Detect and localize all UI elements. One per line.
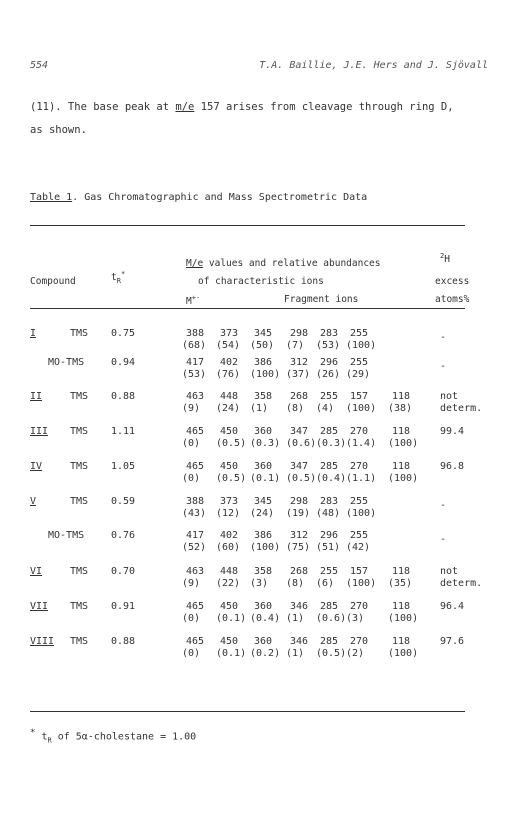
row-abundance: (0.4) — [316, 473, 347, 484]
row-mz-value: 255 — [350, 357, 369, 368]
row-abundance: (35) — [388, 578, 413, 589]
row-mz-value: 386 — [254, 357, 273, 368]
row-abundance: (0.6) — [316, 613, 347, 624]
row-abundance: (51) — [316, 542, 341, 553]
row-derivative: MO-TMS — [48, 357, 85, 368]
row-mz-value: 388 — [186, 328, 205, 339]
row-abundance: (0) — [182, 613, 201, 624]
row-mz-value: 358 — [254, 566, 273, 577]
row-retention-time: 0.88 — [111, 636, 136, 647]
row-mz-value: 373 — [220, 328, 239, 339]
row-mz-value: 268 — [290, 566, 309, 577]
table-caption: Table 1. Gas Chromatographic and Mass Spectrometric Data — [30, 192, 368, 203]
row-derivative: TMS — [70, 636, 89, 647]
row-abundance: (12) — [216, 508, 241, 519]
row-mz-value: 118 — [392, 426, 411, 437]
row-retention-time: 1.05 — [111, 461, 136, 472]
body-paragraph-line-1: (11). The base peak at m/e 157 arises from cleavage through ring D, — [30, 101, 454, 113]
row-mz-value: 465 — [186, 426, 205, 437]
row-excess-2h: 96.8 — [440, 461, 465, 472]
row-abundance: (100) — [346, 578, 377, 589]
row-abundance: (0) — [182, 473, 201, 484]
row-mz-value: 402 — [220, 357, 239, 368]
table-bottom-rule — [30, 711, 465, 712]
row-abundance: (24) — [216, 403, 241, 414]
row-mz-value: 270 — [350, 426, 369, 437]
row-abundance: (100) — [388, 473, 419, 484]
body-paragraph-line-2: as shown. — [30, 124, 87, 136]
row-abundance: (54) — [216, 340, 241, 351]
row-abundance: (0) — [182, 438, 201, 449]
row-mz-value: 360 — [254, 636, 273, 647]
row-abundance: (26) — [316, 369, 341, 380]
row-abundance: (1) — [250, 403, 269, 414]
row-abundance: (2) — [346, 648, 365, 659]
row-abundance: (0) — [182, 648, 201, 659]
row-mz-value: 312 — [290, 530, 309, 541]
row-abundance: (50) — [250, 340, 275, 351]
row-abundance: (100) — [346, 340, 377, 351]
row-excess-2h-line2: determ. — [440, 578, 483, 589]
row-mz-value: 270 — [350, 601, 369, 612]
row-retention-time: 1.11 — [111, 426, 136, 437]
row-mz-value: 118 — [392, 636, 411, 647]
row-abundance: (68) — [182, 340, 207, 351]
row-excess-2h: not — [440, 566, 459, 577]
row-abundance: (1.1) — [346, 473, 377, 484]
row-mz-value: 465 — [186, 601, 205, 612]
header-me-title: M/e values and relative abundances — [186, 258, 381, 269]
row-derivative: TMS — [70, 328, 89, 339]
row-abundance: (24) — [250, 508, 275, 519]
row-mz-value: 270 — [350, 461, 369, 472]
row-mz-value: 298 — [290, 496, 309, 507]
row-compound: III — [30, 426, 49, 437]
row-compound: IV — [30, 461, 43, 472]
row-retention-time: 0.76 — [111, 530, 136, 541]
row-mz-value: 283 — [320, 496, 339, 507]
row-abundance: (0.5) — [286, 473, 317, 484]
row-abundance: (76) — [216, 369, 241, 380]
row-abundance: (7) — [286, 340, 305, 351]
row-abundance: (0.3) — [316, 438, 347, 449]
row-abundance: (42) — [346, 542, 371, 553]
row-abundance: (38) — [388, 403, 413, 414]
header-me-title-2: of characteristic ions — [198, 276, 324, 287]
row-mz-value: 118 — [392, 566, 411, 577]
row-mz-value: 450 — [220, 461, 239, 472]
row-excess-2h: not — [440, 391, 459, 402]
row-mz-value: 285 — [320, 426, 339, 437]
row-mz-value: 283 — [320, 328, 339, 339]
row-mz-value: 296 — [320, 357, 339, 368]
row-abundance: (100) — [250, 369, 281, 380]
row-abundance: (29) — [346, 369, 371, 380]
row-abundance: (19) — [286, 508, 311, 519]
row-abundance: (100) — [250, 542, 281, 553]
row-retention-time: 0.70 — [111, 566, 136, 577]
row-mz-value: 448 — [220, 566, 239, 577]
row-abundance: (0.1) — [250, 473, 281, 484]
row-abundance: (3) — [250, 578, 269, 589]
row-mz-value: 255 — [350, 496, 369, 507]
row-retention-time: 0.59 — [111, 496, 136, 507]
row-abundance: (100) — [346, 403, 377, 414]
row-compound: VI — [30, 566, 43, 577]
footnote: * $t_R$ of 5α-cholestane = 1.00 — [30, 728, 197, 745]
row-abundance: (48) — [316, 508, 341, 519]
row-derivative: TMS — [70, 496, 89, 507]
row-excess-2h: - — [440, 534, 447, 545]
row-mz-value: 345 — [254, 328, 273, 339]
row-excess-2h: - — [440, 361, 447, 372]
header-fragment-ions: Fragment ions — [284, 294, 359, 305]
row-abundance: (1) — [286, 613, 305, 624]
row-abundance: (0.5) — [216, 473, 247, 484]
header-tr: $t_R^*$ — [111, 270, 126, 286]
row-mz-value: 347 — [290, 461, 309, 472]
row-excess-2h: - — [440, 500, 447, 511]
row-mz-value: 118 — [392, 461, 411, 472]
row-mz-value: 417 — [186, 530, 205, 541]
row-abundance: (0.6) — [286, 438, 317, 449]
table-top-rule — [30, 225, 465, 226]
row-abundance: (100) — [388, 438, 419, 449]
row-abundance: (37) — [286, 369, 311, 380]
row-excess-2h: 99.4 — [440, 426, 465, 437]
row-mz-value: 386 — [254, 530, 273, 541]
row-abundance: (9) — [182, 403, 201, 414]
table-header-rule — [30, 308, 465, 309]
row-abundance: (9) — [182, 578, 201, 589]
row-abundance: (3) — [346, 613, 365, 624]
row-abundance: (0.1) — [216, 648, 247, 659]
row-excess-2h: 97.6 — [440, 636, 465, 647]
row-abundance: (100) — [388, 613, 419, 624]
row-mz-value: 268 — [290, 391, 309, 402]
row-abundance: (1) — [286, 648, 305, 659]
row-mz-value: 255 — [320, 391, 339, 402]
row-derivative: TMS — [70, 566, 89, 577]
row-abundance: (1.4) — [346, 438, 377, 449]
row-mz-value: 270 — [350, 636, 369, 647]
row-abundance: (6) — [316, 578, 335, 589]
row-compound: VIII — [30, 636, 55, 647]
header-2h: $^2$H — [440, 252, 450, 266]
row-excess-2h-line2: determ. — [440, 403, 483, 414]
row-excess-2h: - — [440, 332, 447, 343]
running-header-authors: T.A. Baillie, J.E. Hers and J. Sjövall — [259, 60, 488, 71]
row-mz-value: 358 — [254, 391, 273, 402]
row-mz-value: 285 — [320, 636, 339, 647]
row-excess-2h: 96.4 — [440, 601, 465, 612]
row-mz-value: 157 — [350, 391, 369, 402]
row-mz-value: 450 — [220, 601, 239, 612]
row-derivative: TMS — [70, 601, 89, 612]
row-abundance: (60) — [216, 542, 241, 553]
row-abundance: (0.3) — [250, 438, 281, 449]
row-mz-value: 373 — [220, 496, 239, 507]
row-derivative: MO-TMS — [48, 530, 85, 541]
row-compound: VII — [30, 601, 49, 612]
row-abundance: (0.5) — [216, 438, 247, 449]
row-mz-value: 417 — [186, 357, 205, 368]
row-abundance: (0.1) — [216, 613, 247, 624]
row-abundance: (8) — [286, 403, 305, 414]
row-compound: I — [30, 328, 37, 339]
row-mz-value: 255 — [320, 566, 339, 577]
row-retention-time: 0.94 — [111, 357, 136, 368]
row-derivative: TMS — [70, 426, 89, 437]
row-mz-value: 346 — [290, 636, 309, 647]
row-abundance: (100) — [388, 648, 419, 659]
row-abundance: (52) — [182, 542, 207, 553]
row-mz-value: 347 — [290, 426, 309, 437]
row-compound: V — [30, 496, 37, 507]
row-mz-value: 118 — [392, 601, 411, 612]
row-abundance: (0.5) — [316, 648, 347, 659]
row-derivative: TMS — [70, 391, 89, 402]
row-mz-value: 346 — [290, 601, 309, 612]
row-mz-value: 388 — [186, 496, 205, 507]
row-abundance: (8) — [286, 578, 305, 589]
page-number: 554 — [30, 60, 49, 71]
row-mz-value: 450 — [220, 636, 239, 647]
row-mz-value: 360 — [254, 601, 273, 612]
row-retention-time: 0.75 — [111, 328, 136, 339]
header-atoms: atoms% — [435, 294, 470, 305]
row-abundance: (0.2) — [250, 648, 281, 659]
row-abundance: (100) — [346, 508, 377, 519]
header-excess: excess — [435, 276, 470, 287]
row-derivative: TMS — [70, 461, 89, 472]
row-mz-value: 255 — [350, 328, 369, 339]
row-mz-value: 345 — [254, 496, 273, 507]
row-mz-value: 255 — [350, 530, 369, 541]
row-abundance: (53) — [316, 340, 341, 351]
row-mz-value: 450 — [220, 426, 239, 437]
row-mz-value: 118 — [392, 391, 411, 402]
row-mz-value: 465 — [186, 461, 205, 472]
row-compound: II — [30, 391, 43, 402]
row-mz-value: 448 — [220, 391, 239, 402]
row-abundance: (22) — [216, 578, 241, 589]
row-mz-value: 298 — [290, 328, 309, 339]
header-mplus: M+· — [186, 294, 201, 308]
row-abundance: (75) — [286, 542, 311, 553]
header-compound: Compound — [30, 276, 76, 287]
row-mz-value: 360 — [254, 461, 273, 472]
row-mz-value: 463 — [186, 391, 205, 402]
row-mz-value: 157 — [350, 566, 369, 577]
row-mz-value: 285 — [320, 601, 339, 612]
row-mz-value: 360 — [254, 426, 273, 437]
row-mz-value: 312 — [290, 357, 309, 368]
row-mz-value: 463 — [186, 566, 205, 577]
row-abundance: (53) — [182, 369, 207, 380]
row-mz-value: 296 — [320, 530, 339, 541]
row-mz-value: 465 — [186, 636, 205, 647]
row-abundance: (4) — [316, 403, 335, 414]
row-mz-value: 402 — [220, 530, 239, 541]
row-abundance: (0.4) — [250, 613, 281, 624]
row-retention-time: 0.88 — [111, 391, 136, 402]
row-mz-value: 285 — [320, 461, 339, 472]
row-abundance: (43) — [182, 508, 207, 519]
row-retention-time: 0.91 — [111, 601, 136, 612]
